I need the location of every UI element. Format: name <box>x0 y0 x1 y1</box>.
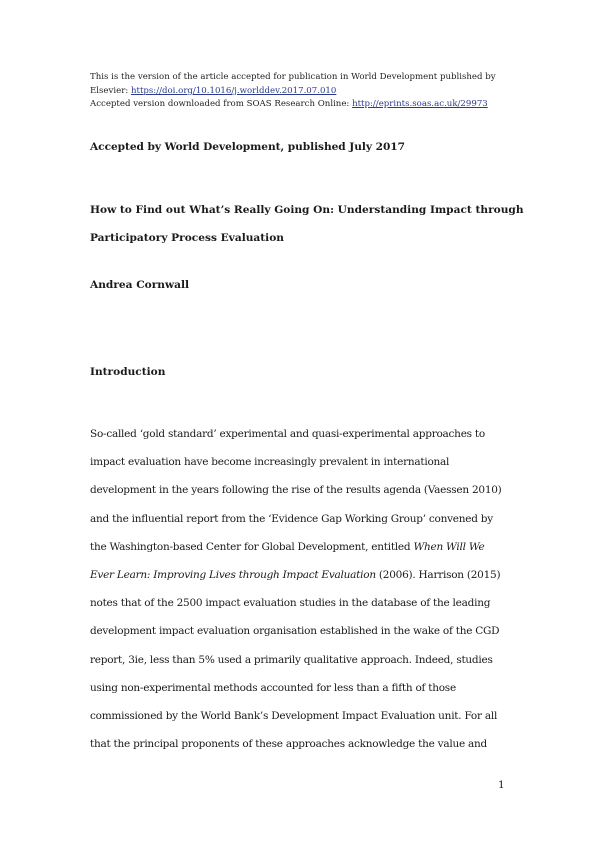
report-title-part-2: Ever Learn: Improving Lives through Impact Evaluation <box>90 569 376 582</box>
body-line-1: So-called ‘gold standard’ experimental and quasi-experimental approaches to <box>90 428 485 440</box>
body-line-2: impact evaluation have become increasingly prevalent in international <box>90 456 450 469</box>
notice-download-text: Accepted version downloaded from SOAS Research Online: <box>90 99 353 109</box>
notice-line-3 <box>90 98 510 112</box>
body-paragraph <box>90 420 520 758</box>
body-line-6-text: (2006). Harrison (2015) <box>375 569 501 582</box>
repository-link[interactable]: http://eprints.soas.ac.uk/29973 <box>352 99 488 109</box>
body-line-9: report, 3ie, less than 5% used a primarily qualitative approach. Indeed, studies <box>90 653 493 666</box>
body-line-5 <box>90 533 520 561</box>
article-title <box>90 196 530 252</box>
body-line-7: notes that of the 2500 impact evaluation studies in the database of the leading <box>90 597 491 610</box>
page-number: 1 <box>498 779 505 791</box>
section-heading: Introduction <box>90 366 166 378</box>
body-line-10: using non-experimental methods accounted for less than a fifth of those <box>90 681 456 694</box>
title-line-1: How to Find out What’s Really Going On: Understanding Impact through <box>90 204 524 216</box>
body-line-4: and the influential report from the ‘Evidence Gap Working Group’ convened by <box>90 512 493 525</box>
notice-line-2 <box>90 85 510 99</box>
body-line-11: commissioned by the World Bank’s Development Impact Evaluation unit. For all <box>90 710 498 723</box>
title-line-2: Participatory Process Evaluation <box>90 232 284 244</box>
body-line-12: that the principal proponents of these approaches acknowledge the value and <box>90 738 487 751</box>
doi-link[interactable]: https://doi.org/10.1016/j.worlddev.2017.07.010 <box>130 85 337 96</box>
author-name: Andrea Cornwall <box>90 279 190 291</box>
body-line-6 <box>90 561 520 589</box>
body-line-3: development in the years following the rise of the results agenda (Vaessen 2010) <box>90 484 502 497</box>
acceptance-statement: Accepted by World Development, published July 2017 <box>90 141 405 153</box>
notice-line-1: This is the version of the article accepted for publication in World Development published by <box>90 72 496 82</box>
notice-publisher-text: Elsevier: <box>90 85 131 96</box>
body-line-5-text: the Washington-based Center for Global Development, entitled <box>90 540 414 553</box>
report-title-part-1: When Will We <box>413 540 485 553</box>
body-line-8: development impact evaluation organisation established in the wake of the CGD <box>90 625 500 638</box>
publication-notice <box>90 71 510 112</box>
